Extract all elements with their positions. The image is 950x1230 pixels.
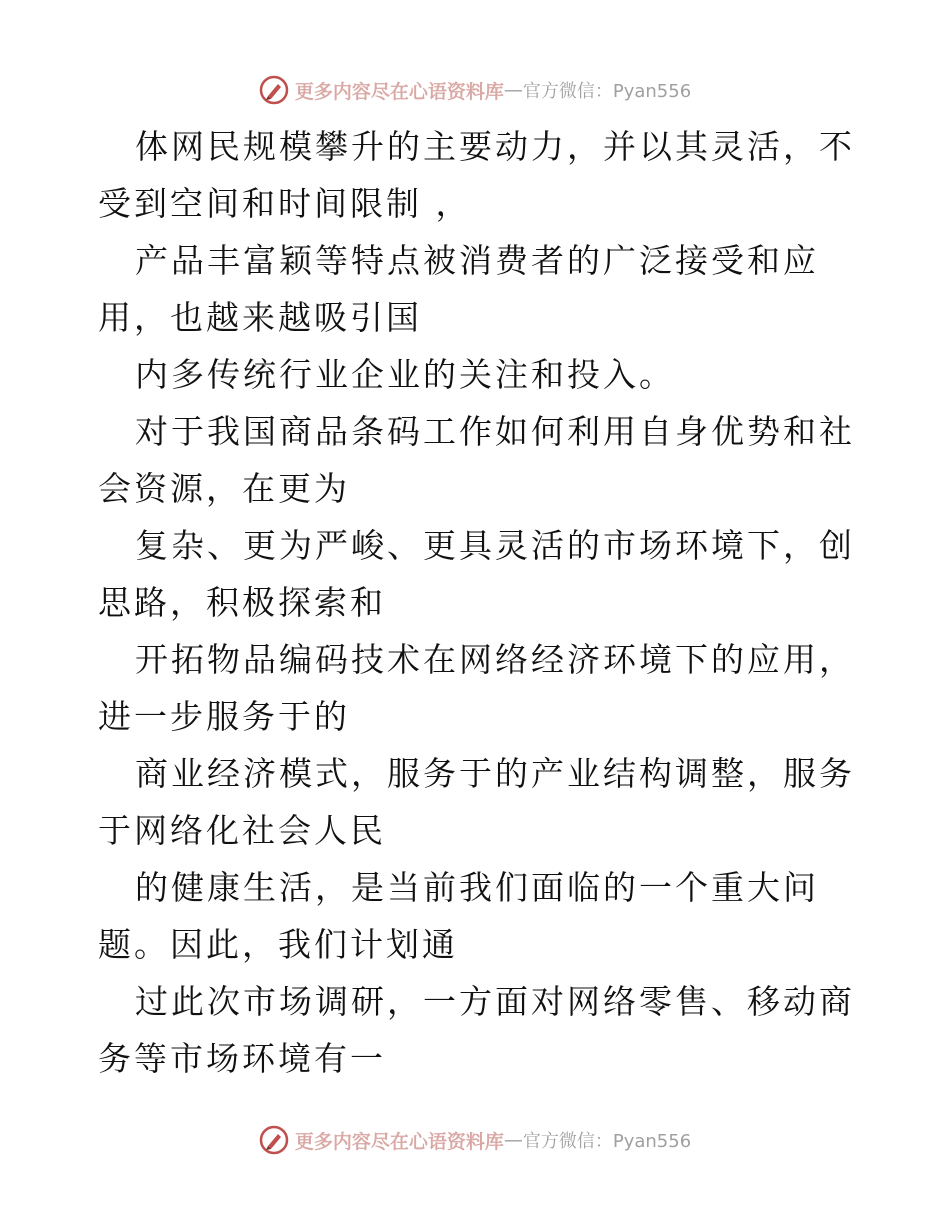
paragraph: 的健康生活，是当前我们面临的一个重大问题。因此，我们计划通 xyxy=(98,868,819,964)
paragraph: 体网民规模攀升的主要动力，并以其灵活，不受到空间和时间限制 ， xyxy=(98,127,855,223)
paragraph: 内多传统行业企业的关注和投入。 xyxy=(135,355,675,394)
paragraph: 对于我国商品条码工作如何利用自身优势和社会资源，在更为 xyxy=(98,412,855,508)
footer-watermark xyxy=(0,1122,950,1158)
watermark-separator: — xyxy=(503,1129,523,1151)
paragraph: 开拓物品编码技术在网络经济环境下的应用，进一步服务于的 xyxy=(98,640,855,736)
watermark-brand-text: 更多内容尽在心语资料库 xyxy=(294,1130,504,1153)
paragraph: 复杂、更为严峻、更具灵活的市场环境下，创思路，积极探索和 xyxy=(98,526,855,622)
header-watermark xyxy=(0,72,950,108)
paragraph: 商业经济模式，服务于的产业结构调整，服务于网络化社会人民 xyxy=(98,754,855,850)
watermark-contact-text: 官方微信：Pyan556 xyxy=(522,81,692,102)
paragraph: 过此次市场调研，一方面对网络零售、移动商务等市场环境有一 xyxy=(98,982,855,1078)
document-body xyxy=(98,118,858,1087)
paragraph: 产品丰富颖等特点被消费者的广泛接受和应用，也越来越吸引国 xyxy=(98,241,819,337)
watermark-separator: — xyxy=(503,79,523,101)
watermark-brand-text: 更多内容尽在心语资料库 xyxy=(294,80,504,103)
pen-circle-logo-icon xyxy=(259,1125,289,1155)
pen-circle-logo-icon xyxy=(259,75,289,105)
watermark-contact-text: 官方微信：Pyan556 xyxy=(522,1131,692,1152)
